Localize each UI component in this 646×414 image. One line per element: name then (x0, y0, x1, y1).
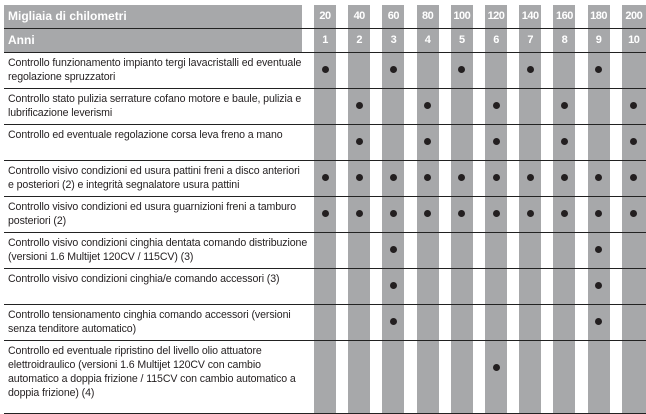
scheduled-dot-icon (561, 138, 568, 145)
scheduled-dot-icon (561, 174, 568, 181)
year-header: 4 (424, 34, 431, 46)
row-label: Controllo visivo condizioni cinghia dentata comando distribuzione (versioni 1.6 Multijet 120CV / 115CV) (3) (8, 237, 308, 263)
km-header: 180 (590, 10, 608, 22)
row-label: Controllo stato pulizia serrature cofano motore e baule, pulizia e lubrificazione leverismi (8, 93, 302, 119)
year-header: 8 (561, 34, 568, 46)
scheduled-dot-icon (356, 210, 363, 217)
row-label: Controllo visivo condizioni cinghia/e comando accessori (3) (8, 273, 280, 285)
year-header: 1 (322, 34, 328, 46)
scheduled-dot-icon (527, 66, 534, 73)
row-divider (4, 124, 646, 125)
scheduled-dot-icon (390, 282, 397, 289)
column-stripe (485, 5, 507, 413)
scheduled-dot-icon (493, 364, 500, 371)
scheduled-dot-icon (493, 102, 500, 109)
scheduled-dot-icon (390, 210, 397, 217)
scheduled-dot-icon (322, 174, 329, 181)
row-label: Controllo ed eventuale regolazione corsa leva freno a mano (8, 129, 283, 141)
km-header: 80 (421, 10, 434, 22)
row-label: Controllo visivo condizioni ed usura pattini freni a disco anteriori e posteriori (2) e integrità segnalatore usura pattini (8, 165, 300, 191)
row-divider (4, 88, 646, 89)
row-label: Controllo ed eventuale ripristino del livello olio attuatore elettroidraulico (versioni 1.6 Multijet 120CV con cambio automatico a doppia frizione / 115CV con cambio automatico a doppia frizione) (4) (8, 345, 296, 399)
row-label: Controllo funzionamento impianto tergi lavacristalli ed eventuale regolazione spruzzatori (8, 57, 302, 83)
year-header: 2 (356, 34, 362, 46)
column-stripe (348, 5, 370, 413)
year-header: 9 (595, 34, 602, 46)
column-stripe (553, 5, 575, 413)
row-label: Controllo visivo condizioni ed usura guarnizioni freni a tamburo posteriori (2) (8, 201, 297, 227)
scheduled-dot-icon (356, 102, 363, 109)
scheduled-dot-icon (561, 102, 568, 109)
row-divider (4, 232, 646, 233)
row-label: Controllo tensionamento cinghia comando accessori (versioni senza tenditore automatico) (8, 309, 291, 335)
row-divider (4, 52, 646, 53)
scheduled-dot-icon (356, 174, 363, 181)
scheduled-dot-icon (527, 210, 534, 217)
header-years-label: Anni (4, 29, 302, 52)
km-header: 160 (555, 10, 573, 22)
scheduled-dot-icon (390, 66, 397, 73)
year-header: 10 (628, 34, 640, 46)
year-header: 6 (493, 34, 499, 46)
year-header: 3 (390, 34, 397, 46)
scheduled-dot-icon (493, 210, 500, 217)
row-divider (4, 160, 646, 161)
row-divider (4, 28, 646, 29)
row-divider (4, 304, 646, 305)
scheduled-dot-icon (390, 174, 397, 181)
scheduled-dot-icon (390, 246, 397, 253)
row-divider (4, 340, 646, 341)
km-header: 100 (453, 10, 471, 22)
column-stripe (622, 5, 646, 413)
km-header: 140 (521, 10, 539, 22)
row-divider (4, 268, 646, 269)
scheduled-dot-icon (527, 174, 534, 181)
scheduled-dot-icon (322, 210, 329, 217)
year-header: 7 (527, 34, 533, 46)
scheduled-dot-icon (322, 66, 329, 73)
km-header: 120 (487, 10, 505, 22)
scheduled-dot-icon (561, 210, 568, 217)
year-header: 5 (458, 34, 465, 46)
row-divider (4, 196, 646, 197)
km-header: 60 (387, 10, 400, 22)
column-stripe (417, 5, 439, 413)
scheduled-dot-icon (493, 138, 500, 145)
header-km-label: Migliaia di chilometri (4, 5, 302, 28)
scheduled-dot-icon (390, 318, 397, 325)
km-header: 200 (625, 10, 643, 22)
km-header: 40 (353, 10, 365, 22)
scheduled-dot-icon (493, 174, 500, 181)
scheduled-dot-icon (356, 138, 363, 145)
km-header: 20 (319, 10, 331, 22)
